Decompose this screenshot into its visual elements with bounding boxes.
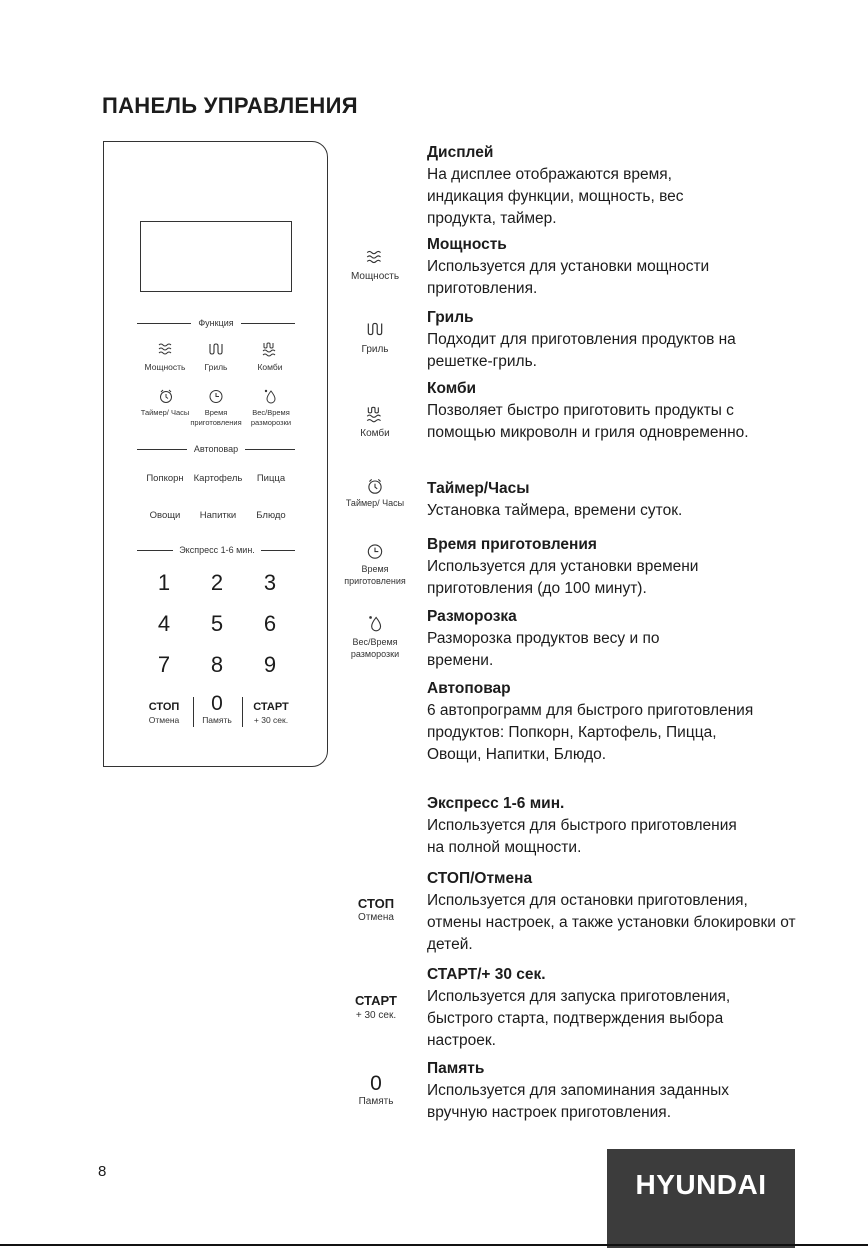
digit-8-button[interactable]: 8 bbox=[210, 652, 224, 677]
desc-display bbox=[427, 142, 797, 230]
desc-text: Разморозка продуктов весу и по времени. bbox=[427, 630, 660, 669]
combi-icon bbox=[355, 405, 395, 427]
desc-text: Позволяет быстро приготовить продукты с помощью микроволн и гриля одновременно. bbox=[427, 402, 749, 441]
desc-text: Используется для быстрого приготовления на полной мощности. bbox=[427, 817, 737, 856]
power-button-label[interactable]: Мощность bbox=[144, 362, 186, 372]
zero-sub-label: Память bbox=[202, 715, 232, 725]
clock-icon bbox=[207, 388, 225, 404]
defrost-drop-icon bbox=[261, 388, 279, 404]
divider bbox=[137, 449, 187, 450]
alarm-clock-icon bbox=[355, 477, 395, 499]
beverages-button[interactable]: Напитки bbox=[199, 510, 237, 521]
divider bbox=[241, 323, 295, 324]
desc-heading: Гриль bbox=[427, 309, 474, 326]
legend-power-label: Мощность bbox=[350, 271, 400, 282]
divider bbox=[137, 323, 191, 324]
desc-text: Подходит для приготовления продуктов на решетке-гриль. bbox=[427, 331, 736, 370]
start-sub-label: + 30 сек. bbox=[253, 715, 289, 725]
desc-autocook bbox=[427, 678, 797, 766]
express-label: Экспресс 1-6 мин. bbox=[179, 545, 255, 555]
digit-1-button[interactable]: 1 bbox=[157, 570, 171, 595]
desc-text: Установка таймера, времени суток. bbox=[427, 502, 683, 519]
cook-time-button-label[interactable]: Время приготовления bbox=[190, 408, 242, 427]
desc-heading: СТАРТ/+ 30 сек. bbox=[427, 966, 546, 983]
legend-zero-label: 0 bbox=[370, 1072, 382, 1095]
desc-grill bbox=[427, 307, 797, 373]
desc-text: Используется для запоминания заданных вручную настроек приготовления. bbox=[427, 1082, 730, 1121]
page-number: 8 bbox=[98, 1163, 107, 1180]
digit-2-button[interactable]: 2 bbox=[210, 570, 224, 595]
desc-defrost bbox=[427, 606, 797, 672]
legend-stop-sub: Отмена bbox=[358, 912, 394, 923]
dish-button[interactable]: Блюдо bbox=[256, 510, 286, 521]
defrost-button-label[interactable]: Вес/Время разморозки bbox=[250, 408, 292, 427]
desc-timer bbox=[427, 478, 797, 522]
divider bbox=[137, 550, 173, 551]
desc-combi bbox=[427, 378, 797, 444]
grill-icon bbox=[207, 341, 225, 357]
desc-heading: Память bbox=[427, 1060, 485, 1077]
desc-text: Используется для установки времени приготовления (до 100 минут). bbox=[427, 558, 699, 597]
timer-button-label[interactable]: Таймер/ Часы bbox=[140, 408, 190, 417]
desc-cook-time bbox=[427, 534, 797, 600]
desc-heading: Время приготовления bbox=[427, 536, 597, 553]
digit-5-button[interactable]: 5 bbox=[210, 611, 224, 636]
desc-stop bbox=[427, 868, 797, 956]
digit-6-button[interactable]: 6 bbox=[263, 611, 277, 636]
legend-zero-sub: Память bbox=[358, 1096, 394, 1107]
desc-start bbox=[427, 964, 797, 1052]
digit-3-button[interactable]: 3 bbox=[263, 570, 277, 595]
desc-text: Используется для запуска приготовления, быстрого старта, подтверждения выбора настроек. bbox=[427, 988, 731, 1049]
function-label: Функция bbox=[198, 318, 234, 328]
microwave-waves-icon bbox=[157, 341, 175, 357]
defrost-drop-icon bbox=[355, 614, 395, 636]
desc-heading: Дисплей bbox=[427, 144, 494, 161]
desc-heading: Комби bbox=[427, 380, 477, 397]
divider bbox=[245, 449, 295, 450]
desc-power bbox=[427, 234, 797, 300]
combi-button-label[interactable]: Комби bbox=[257, 362, 283, 372]
digit-4-button[interactable]: 4 bbox=[157, 611, 171, 636]
microwave-waves-icon bbox=[355, 248, 395, 270]
page-title: ПАНЕЛЬ УПРАВЛЕНИЯ bbox=[102, 93, 358, 118]
pizza-button[interactable]: Пицца bbox=[256, 473, 286, 484]
grill-button-label[interactable]: Гриль bbox=[204, 362, 228, 372]
desc-text: На дисплее отображаются время, индикация функции, мощность, вес продукта, таймер. bbox=[427, 166, 684, 227]
legend-cook-time-label: Время приготовления bbox=[344, 564, 406, 586]
desc-heading: СТОП/Отмена bbox=[427, 870, 533, 887]
alarm-clock-icon bbox=[157, 388, 175, 404]
desc-memory bbox=[427, 1058, 797, 1124]
digit-9-button[interactable]: 9 bbox=[263, 652, 277, 677]
desc-heading: Мощность bbox=[427, 236, 507, 253]
brand-logo: HYUNDAI bbox=[607, 1149, 795, 1248]
start-button[interactable]: СТАРТ bbox=[253, 701, 289, 713]
clock-icon bbox=[355, 542, 395, 564]
desc-text: 6 автопрограмм для быстрого приготовления продуктов: Попкорн, Картофель, Пицца, Овощи, Напитки, Блюдо. bbox=[427, 702, 754, 763]
display-window bbox=[140, 221, 292, 292]
legend-start-sub: + 30 сек. bbox=[355, 1010, 397, 1021]
legend-stop-label: СТОП bbox=[357, 896, 395, 911]
legend-start-label: СТАРТ bbox=[354, 993, 397, 1008]
legend-timer-label: Таймер/ Часы bbox=[345, 498, 405, 508]
legend-grill-label: Гриль bbox=[361, 344, 389, 355]
stop-button[interactable]: СТОП bbox=[148, 701, 180, 713]
legend-defrost-label: Вес/Время разморозки bbox=[350, 637, 400, 659]
desc-heading: Автоповар bbox=[427, 680, 511, 697]
desc-heading: Экспресс 1-6 мин. bbox=[427, 795, 565, 812]
desc-express bbox=[427, 793, 797, 859]
autocook-label: Автоповар bbox=[193, 444, 239, 454]
combi-icon bbox=[261, 341, 279, 357]
divider bbox=[261, 550, 295, 551]
vegetables-button[interactable]: Овощи bbox=[149, 510, 181, 521]
potato-button[interactable]: Картофель bbox=[193, 473, 243, 484]
stop-sub-label: Отмена bbox=[148, 715, 180, 725]
grill-icon bbox=[355, 320, 395, 342]
desc-heading: Разморозка bbox=[427, 608, 517, 625]
desc-text: Используется для установки мощности приготовления. bbox=[427, 258, 710, 297]
popcorn-button[interactable]: Попкорн bbox=[146, 473, 184, 484]
desc-heading: Таймер/Часы bbox=[427, 480, 530, 497]
legend-combi-label: Комби bbox=[360, 428, 390, 439]
zero-button[interactable]: 0 bbox=[211, 692, 223, 715]
bottom-rule bbox=[0, 1244, 868, 1246]
digit-7-button[interactable]: 7 bbox=[157, 652, 171, 677]
desc-text: Используется для остановки приготовления, отмены настроек, а также установки блокировки от детей. bbox=[427, 892, 796, 953]
